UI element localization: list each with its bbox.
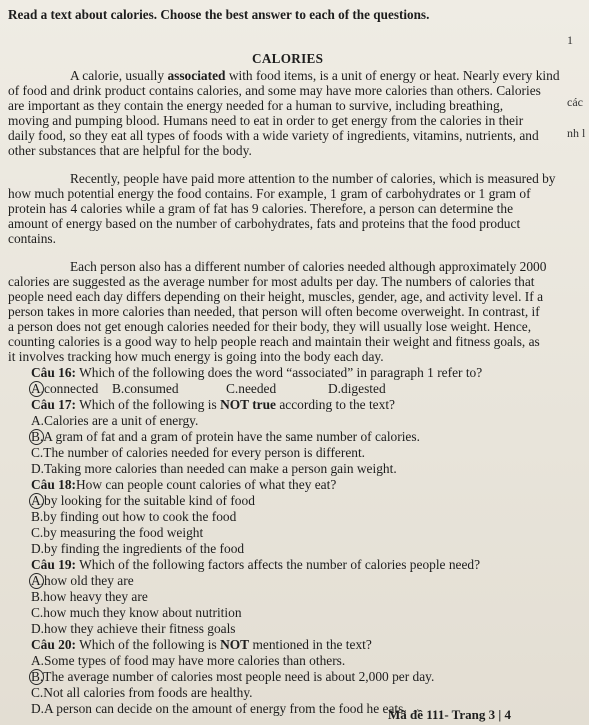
para1-line4: moving and pumping blood. Humans need to eat in order to get energy from the calories in their — [8, 113, 524, 128]
q16-option-b[interactable]: B.consumed — [112, 381, 179, 396]
q17-stem: Câu 17: Which of the following is NOT true according to the text? — [31, 397, 395, 412]
para2-line1: Recently, people have paid more attention to the number of calories, which is measured by — [70, 171, 556, 186]
q20-stem — [31, 636, 372, 653]
para1-line6: other substances that are helpful for the body. — [8, 143, 252, 158]
passage-title: CALORIES — [252, 51, 324, 66]
para3-line2: calories are suggested as the average number for most adults per day. The numbers of calories that — [8, 274, 535, 289]
para1-line3: are important as they contain the energy needed for a human to survive, including breathing, — [8, 98, 504, 113]
q19-stem: Câu 19: Which of the following factors affects the number of calories people need? — [31, 557, 481, 572]
para1-line1: A calorie, usually associated with food items, is a unit of energy or heat. Nearly every kind — [70, 68, 560, 83]
q18-option-c[interactable]: C.by measuring the food weight — [31, 525, 204, 540]
para2-line5: contains. — [8, 231, 56, 246]
margin-note-1: 1 — [567, 33, 573, 47]
para2-line2: how much potential energy the food contains. For example, 1 gram of carbohydrates or 1 gram of — [8, 186, 531, 201]
instruction: Read a text about calories. Choose the best answer to each of the questions. — [8, 7, 430, 22]
para3-line7: it involves tracking how much energy is going into the body each day. — [8, 349, 384, 364]
q16-answer-mark — [29, 381, 44, 397]
q20-option-c[interactable]: C.Not all calories from foods are healthy. — [31, 685, 253, 700]
para3-line5: a person does not get enough calories needed for their body, they will usually lose weight. Hence, — [8, 319, 532, 334]
q19-option-d[interactable]: D.how they achieve their fitness goals — [31, 621, 236, 636]
q17-answer-mark — [29, 429, 44, 445]
q20-stem-post: mentioned in the text? — [249, 637, 372, 652]
para1-line2: of food and drink product contains calories, and some may have more calories than others. Calories — [8, 83, 541, 98]
q18-answer-mark — [29, 493, 44, 509]
q19-option-a[interactable]: A.how old they are — [31, 573, 134, 588]
q18-stem: Câu 18:How can people count calories of what they eat? — [31, 477, 337, 492]
q19-option-c[interactable]: C.how much they know about nutrition — [31, 605, 242, 620]
page-footer: Mã đề 111- Trang 3 | 4 — [388, 707, 511, 722]
para3-line4: person takes in more calories than needed, that person will often become overweight. In contrast, if — [8, 304, 540, 319]
q18-option-a[interactable]: A.by looking for the suitable kind of food — [31, 493, 255, 508]
q18-option-b[interactable]: B.by finding out how to cook the food — [31, 509, 237, 524]
q20-label: Câu 20: — [31, 637, 77, 652]
para2-line4: amount of energy based on the number of carbohydrates, fats and proteins that the food product — [8, 216, 521, 231]
para3-line6: counting calories is a good way to help people reach and maintain their weight and fitness goals, as — [8, 334, 540, 349]
q16-option-d[interactable]: D.digested — [328, 381, 386, 396]
q16-option-a[interactable]: A.connected — [31, 381, 99, 396]
q17-option-d[interactable]: D.Taking more calories than needed can make a person gain weight. — [31, 461, 397, 476]
q19-option-b[interactable]: B.how heavy they are — [31, 589, 148, 604]
margin-note-2: các — [567, 95, 583, 109]
q20-stem-pre: Which of the following is — [76, 637, 221, 652]
q16-stem: Câu 16: Which of the following does the word “associated” in paragraph 1 refer to? — [31, 365, 483, 380]
q20-option-b[interactable]: B.The average number of calories most people need is about 2,000 per day. — [31, 669, 435, 684]
para2-line3: protein has 4 calories while a gram of fat has 9 calories. Therefore, a person can determine the — [8, 201, 514, 216]
para1-line5: daily food, so they eat all types of foods with a wide variety of ingredients, vitamins, nutrients, and — [8, 128, 539, 143]
margin-note-3: nh l — [567, 126, 586, 140]
q19-answer-mark — [29, 573, 44, 589]
q17-option-c[interactable]: C.The number of calories needed for every person is different. — [31, 445, 366, 460]
q20-stem-bold: NOT — [220, 637, 250, 652]
q20-option-a[interactable]: A.Some types of food may have more calories than others. — [31, 653, 346, 668]
q17-option-a[interactable]: A.Calories are a unit of energy. — [31, 413, 199, 428]
q18-option-d[interactable]: D.by finding the ingredients of the food — [31, 541, 245, 556]
para3-line3: people need each day differs depending on their height, muscles, gender, age, and activity level. If a — [8, 289, 544, 304]
q17-option-b[interactable]: B.A gram of fat and a gram of protein have the same number of calories. — [31, 429, 420, 444]
q20-answer-mark — [29, 669, 44, 685]
q16-option-c[interactable]: C.needed — [226, 381, 277, 396]
para3-line1: Each person also has a different number of calories needed although approximately 2000 — [70, 259, 547, 274]
q20-option-d[interactable]: D.A person can decide on the amount of energy from the food he eats. — [31, 701, 407, 716]
